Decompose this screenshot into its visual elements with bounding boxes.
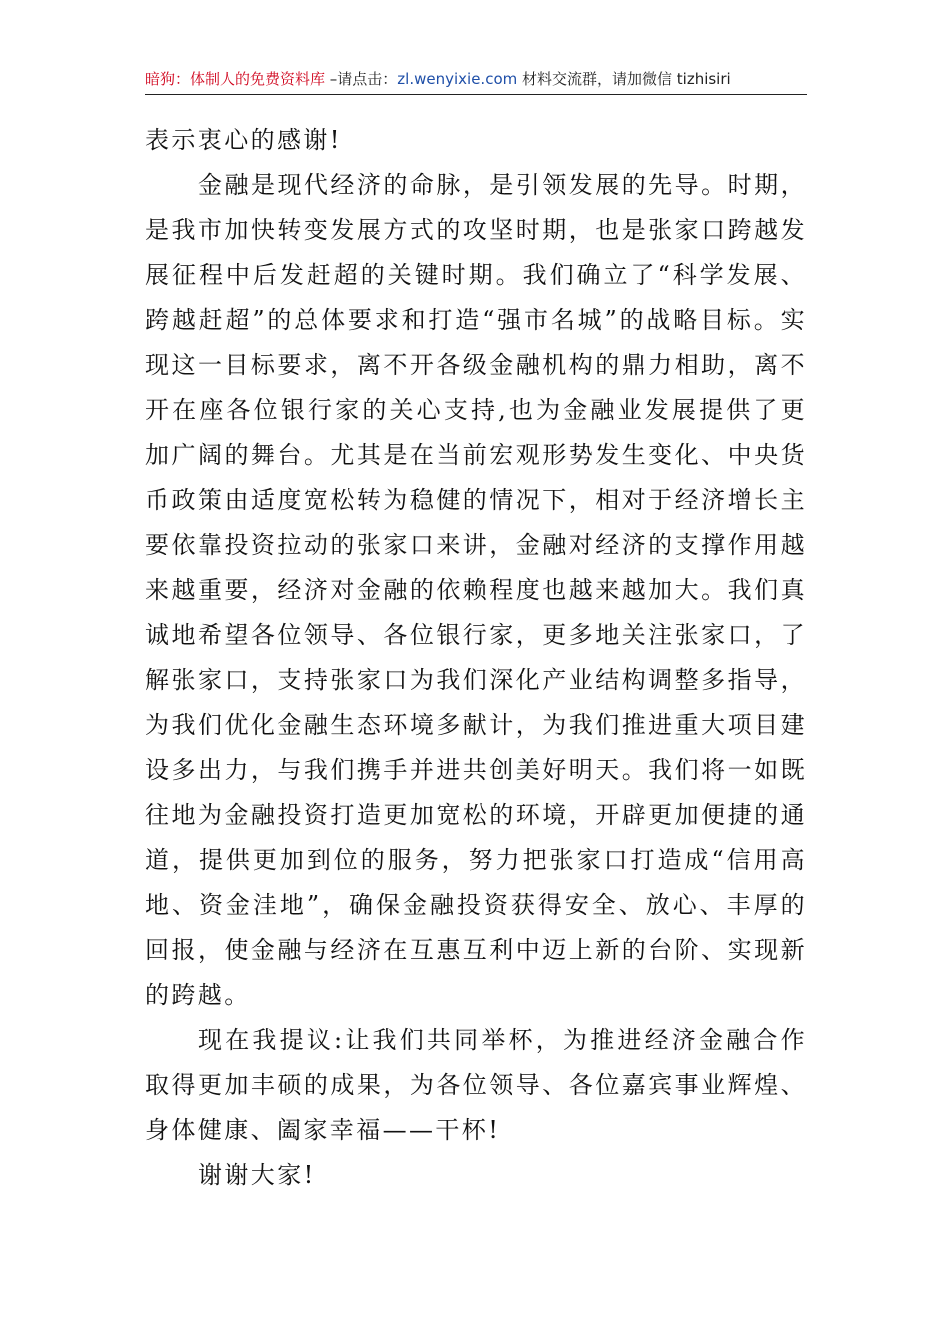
header-link[interactable]: zl.wenyixie.com bbox=[397, 70, 518, 88]
page-header bbox=[145, 66, 807, 95]
header-site-name: 暗狗：体制人的免费资料库 bbox=[145, 70, 326, 88]
paragraph-toast: 现在我提议:让我们共同举杯，为推进经济金融合作取得更加丰硕的成果，为各位领导、各位嘉宾事业辉煌、身体健康、阖家幸福——干杯! bbox=[145, 1026, 807, 1144]
header-group-note: 材料交流群，请加微信 tizhisiri bbox=[517, 70, 731, 88]
header-link-prefix: –请点击： bbox=[325, 70, 398, 88]
paragraph-finance: 金融是现代经济的命脉，是引领发展的先导。时期，是我市加快转变发展方式的攻坚时期，也是张家口跨越发展征程中后发赶超的关键时期。我们确立了“科学发展、跨越赶超”的总体要求和打造“强市名城”的战略目标。实现这一目标要求，离不开各级金融机构的鼎力相助，离不开在座各位银行家的关心支持,也为金融业发展提供了更加广阔的舞台。尤其是在当前宏观形势发生变化、中央货币政策由适度宽松转为稳健的情况下，相对于经济增长主要依靠投资拉动的张家口来讲，金融对经济的支撑作用越来越重要，经济对金融的依赖程度也越来越加大。我们真诚地希望各位领导、各位银行家，更多地关注张家口，了解张家口，支持张家口为我们深化产业结构调整多指导，为我们优化金融生态环境多献计，为我们推进重大项目建设多出力，与我们携手并进共创美好明天。我们将一如既往地为金融投资打造更加宽松的环境，开辟更加便捷的通道，提供更加到位的服务，努力把张家口打造成“信用高地、资金洼地”，确保金融投资获得安全、放心、丰厚的回报，使金融与经济在互惠互利中迈上新的台阶、实现新的跨越。 bbox=[145, 171, 807, 1009]
paragraph-continuation: 表示衷心的感谢! bbox=[145, 126, 342, 154]
document-body bbox=[145, 118, 807, 1198]
paragraph-thanks: 谢谢大家! bbox=[198, 1161, 316, 1189]
